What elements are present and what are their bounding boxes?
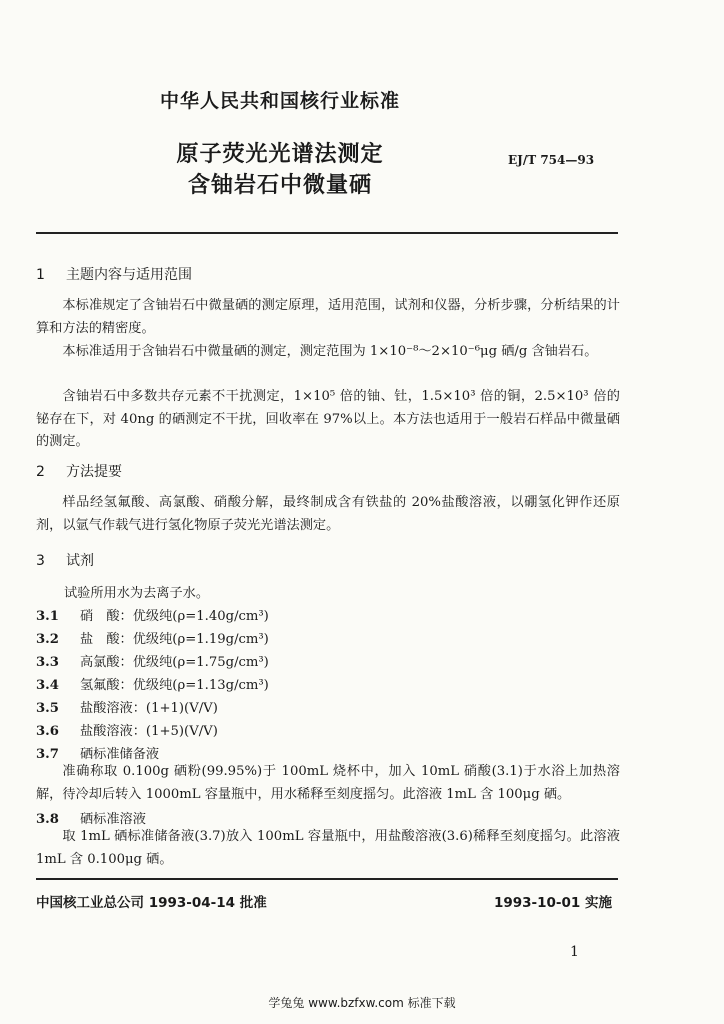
subsection-3-7-heading: 3.7 硒标准储备液: [36, 747, 160, 762]
standard-code: EJ/T 754—93: [508, 153, 595, 167]
reagent-item: 3.4 氢氟酸：优级纯(ρ=1.13g/cm³): [36, 678, 269, 693]
title-line-1: 原子荧光光谱法测定: [176, 142, 384, 167]
effective-date: 1993-10-01 实施: [493, 895, 612, 911]
reagent-item: 3.5 盐酸溶液：(1+1)(V/V): [36, 701, 218, 716]
section-1-heading: 1 主题内容与适用范围: [36, 267, 192, 283]
approval-date: 中国核工业总公司 1993-04-14 批准: [36, 895, 267, 911]
bottom-rule: [36, 878, 618, 880]
section-3-heading: 3 试剂: [36, 553, 94, 569]
subsection-3-8-text: 取 1mL 硒标准储备液(3.7)放入 100mL 容量瓶中，用盐酸溶液(3.6)稀释至刻度摇匀。此溶液 1mL 含 0.100μg 硒。: [36, 829, 620, 867]
section-1-paragraph-2: 本标准适用于含铀岩石中微量硒的测定，测定范围为 1×10⁻⁸～2×10⁻⁶μg 硒/g 含铀岩石。: [62, 344, 598, 359]
title-line-2: 含铀岩石中微量硒: [187, 173, 372, 198]
reagent-item: 3.3 高氯酸：优级纯(ρ=1.75g/cm³): [36, 655, 269, 670]
reagent-item: 3.1 硝 酸：优级纯(ρ=1.40g/cm³): [36, 609, 269, 624]
section-2-paragraph: 样品经氢氟酸、高氯酸、硝酸分解，最终制成含有铁盐的 20%盐酸溶液，以硼氢化钾作还原剂，以氩气作载气进行氢化物原子荧光光谱法测定。: [36, 495, 620, 533]
reagent-item: 3.2 盐 酸：优级纯(ρ=1.19g/cm³): [36, 632, 269, 647]
reagent-item: 3.6 盐酸溶液：(1+5)(V/V): [36, 724, 218, 739]
section-3-intro: 试验所用水为去离子水。: [64, 586, 210, 601]
section-1-paragraph-1: 本标准规定了含铀岩石中微量硒的测定原理，适用范围，试剂和仪器，分析步骤，分析结果的计算和方法的精密度。: [36, 298, 620, 336]
section-2-heading: 2 方法提要: [36, 464, 122, 480]
document-header: 中华人民共和国核行业标准: [159, 90, 400, 112]
subsection-3-7-text: 准确称取 0.100g 硒粉(99.95%)于 100mL 烧杯中，加入 10mL 硝酸(3.1)于水浴上加热溶解，待冷却后转入 1000mL 容量瓶中，用水稀释至刻度摇匀。此溶液 1mL 含 100μg 硒。: [36, 764, 620, 802]
watermark-text: 学兔兔 www.bzfxw.com 标准下载: [268, 996, 456, 1010]
section-1-paragraph-3: 含铀岩石中多数共存元素不干扰测定，1×10⁵ 倍的铀、钍，1.5×10³ 倍的铜，2.5×10³ 倍的铋存在下，对 40ng 的硒测定不干扰，回收率在 97%以上。本方法也适用于一般岩石样品中微量硒的测定。: [36, 389, 620, 449]
page-number: 1: [570, 944, 579, 960]
top-rule: [36, 232, 618, 234]
subsection-3-8-heading: 3.8 硒标准溶液: [36, 812, 146, 827]
